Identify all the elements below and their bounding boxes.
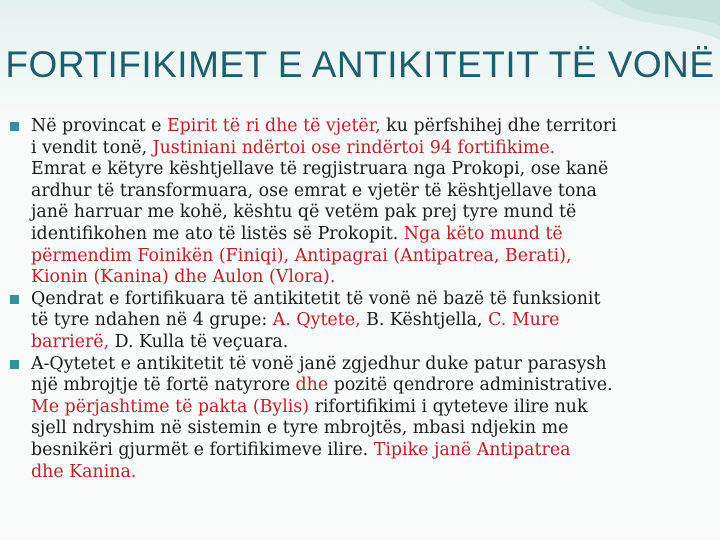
- bullet-paragraph: [10, 289, 714, 354]
- body-text: A-Qytetet e antikitetit të vonë janë zgjedhur duke patur parasysh: [31, 353, 607, 374]
- text-line: [31, 138, 714, 160]
- text-line: [31, 332, 714, 354]
- text-line: [31, 397, 714, 419]
- highlighted-text: përmendim Foinikën (Finiqi), Antipagrai (Antipatrea, Berati),: [31, 245, 572, 266]
- body-text: i vendit tonë,: [31, 137, 153, 158]
- text-line: [31, 289, 714, 311]
- text-line: [31, 440, 714, 462]
- body-text: B. Kështjella,: [360, 310, 489, 331]
- body-text: ardhur të transformuara, ose emrat e vjetër të kështjellave tona: [31, 180, 597, 201]
- body-text: Emrat e këtyre kështjellave të regjistruara nga Prokopi, ose kanë: [31, 159, 609, 180]
- bullet-paragraph: [10, 116, 714, 289]
- text-line: [31, 224, 714, 246]
- body-text: të tyre ndahen në 4 grupe:: [31, 310, 273, 331]
- square-bullet-icon: [10, 360, 19, 369]
- text-line: [31, 375, 714, 397]
- body-text: Në provincat e: [31, 116, 167, 136]
- highlighted-text: barrierë,: [31, 331, 110, 352]
- text-line: [31, 116, 714, 138]
- highlighted-text: A. Qytete,: [272, 310, 361, 331]
- text-line: [31, 246, 714, 268]
- text-line: [31, 418, 714, 440]
- highlighted-text: Justiniani ndërtoi ose rindërtoi 94 fortifikime.: [152, 137, 556, 158]
- text-line: [31, 159, 714, 181]
- highlighted-text: Kionin (Kanina) dhe Aulon (Vlora).: [31, 267, 336, 288]
- text-line: [31, 310, 714, 332]
- highlighted-text: Tipike janë Antipatrea: [373, 439, 571, 460]
- bullet-paragraph: [10, 354, 714, 484]
- highlighted-text: Epirit të ri dhe të vjetër,: [166, 116, 381, 136]
- body-text: sjell ndryshim në sistemin e tyre mbrojtës, mbasi ndjekin me: [31, 418, 569, 439]
- body-text: janë harruar me kohë, kështu që vetëm pak prej tyre mund të: [31, 202, 577, 223]
- body-text: identifikohen me ato të listës së Prokopit.: [31, 223, 404, 244]
- square-bullet-icon: [10, 295, 19, 304]
- body-text: D. Kulla të veçuara.: [109, 331, 289, 352]
- highlighted-text: dhe: [295, 375, 329, 396]
- highlighted-text: dhe Kanina.: [31, 461, 137, 482]
- highlighted-text: Me përjashtime të pakta (Bylis): [31, 396, 310, 417]
- body-text: rifortifikimi i qyteteve ilire nuk: [309, 396, 588, 417]
- text-line: [31, 462, 714, 484]
- body-text: besnikëri gjurmët e fortifikimeve ilire.: [31, 439, 374, 460]
- text-line: [31, 181, 714, 203]
- body-text: ku përfshihej dhe territori: [380, 116, 617, 136]
- square-bullet-icon: [10, 122, 19, 131]
- text-line: [31, 267, 714, 289]
- body-text: pozitë qendrore administrative.: [328, 375, 613, 396]
- slide-title: FORTIFIKIMET E ANTIKITETIT TË VONË: [5, 44, 715, 85]
- text-line: [31, 202, 714, 224]
- body-text: Qendrat e fortifikuara të antikitetit të vonë në bazë të funksionit: [31, 288, 601, 309]
- body-text: një mbrojtje të fortë natyrore: [31, 375, 296, 396]
- slide-content: [10, 116, 714, 483]
- highlighted-text: Nga këto mund të: [403, 223, 563, 244]
- text-line: [31, 354, 714, 376]
- highlighted-text: C. Mure: [488, 310, 560, 331]
